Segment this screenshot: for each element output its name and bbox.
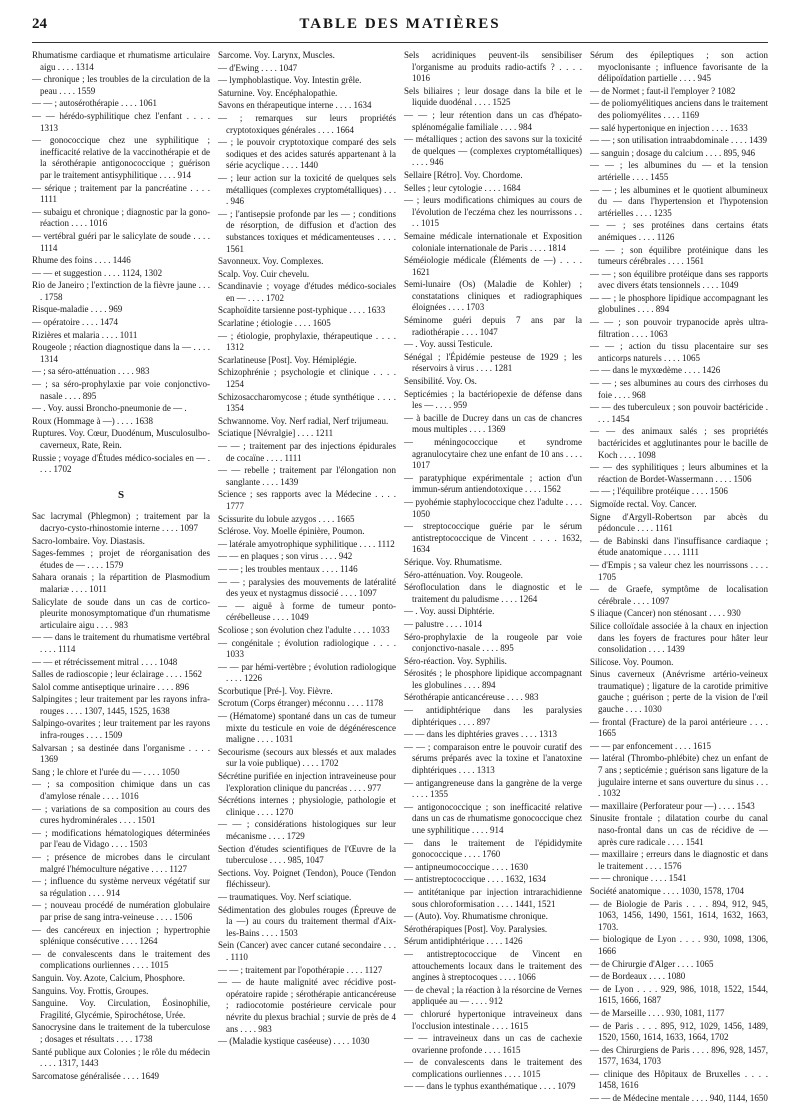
index-entry: Scoliose ; son évolution chez l'adulte . . . . 1033 (218, 624, 390, 635)
index-entry: — — ; considérations histologiques sur leur mécanisme . . . . 1729 (218, 819, 396, 841)
index-entry: Sels biliaires ; leur dosage dans la bile et le liquide duodénal . . . . 1525 (404, 85, 582, 108)
index-entry: Sérique. Voy. Rhumatisme. (404, 556, 502, 567)
header-rule (32, 42, 768, 43)
index-entry: Ruptures. Voy. Cœur, Duodénum, Musculosulbo-caverneux, Rate, Rein. (32, 428, 210, 450)
index-entry: — lymphoblastique. Voy. Intestin grêle. (218, 75, 362, 86)
index-entry: Schizophrénie ; psychologie et clinique . . . . 1254 (218, 367, 396, 390)
index-entry: Sédimentation des globules rouges (Épreuve de la —) au cours du traitement thermal d'Aix-les-Bains . . . . 1503 (218, 904, 396, 938)
index-entry: Section d'études scientifiques de l'Œuvre de la tuberculose . . . . 985, 1047 (218, 843, 396, 866)
index-column-1 (32, 50, 210, 1081)
index-entry: — sérique ; traitement par la pancréatine . . . . 1111 (32, 182, 210, 205)
index-entry: — de Graefe, symptôme de localisation cérébrale . . . . 1097 (590, 584, 768, 606)
index-entry: Sels acridiniques peuvent-ils sensibiliser l'organisme au produits radio-actifs ? . . . . 1016 (404, 50, 582, 84)
index-entry: — . Voy. aussi Diphtérie. (404, 606, 495, 617)
index-entry: Savonneux. Voy. Complexes. (218, 256, 324, 267)
index-entry: — sanguin ; dosage du calcium . . . . 895, 946 (590, 147, 755, 158)
index-entry: — — chronique . . . . 1541 (590, 873, 687, 884)
index-entry: — antipneumococcique . . . . 1630 (404, 861, 528, 872)
index-entry: — ; remarques sur leurs propriétés cryptotoxiques générales . . . . 1664 (218, 112, 396, 135)
index-entry: — frontal (Fracture) de la paroi antérieure . . . . 1665 (590, 716, 768, 739)
index-entry: — — par enfoncement . . . . 1615 (590, 740, 711, 751)
index-entry: — — ; les albumines du — et la tension artérielle . . . . 1455 (590, 160, 768, 182)
index-entry: Rougeole ; réaction diagnostique dans la — . . . . 1314 (32, 342, 210, 364)
index-entry: — paratyphique expérimentale ; action d'un immun-sérum antiendotoxique . . . . 1562 (404, 472, 582, 495)
index-entry: Sacro-lombaire. Voy. Diastasis. (32, 535, 145, 546)
index-entry: Séro-atténuation. Voy. Rougeole. (404, 569, 523, 580)
index-entry: — salé hypertonique en injection . . . . 1633 (590, 122, 748, 133)
index-entry: — — dans le myxœdème . . . . 1426 (590, 365, 721, 376)
index-entry: Sclérose. Voy. Moelle épinière, Poumon. (218, 526, 365, 537)
index-entry: — des Chirurgiens de Paris . . . . 896, 928, 1457, 1577, 1634, 1703 (590, 1044, 768, 1067)
index-entry: — — de haute malignité avec récidive post-opératoire rapide ; sérothérapie anticancéreuse ; radiocotomie postérieure cervicale pour névrite du plexus brachial ; survie de près de 4 ans . . . . 983 (218, 977, 396, 1034)
index-entry: — ; modifications hématologiques déterminées par l'eau de Vidago . . . . 1503 (32, 827, 210, 850)
index-entry: — d'Empis ; sa valeur chez les nourrissons . . . . 1705 (590, 559, 768, 582)
index-entry: Risque-maladie . . . . 969 (32, 304, 123, 315)
index-entry: Salol comme antiseptique urinaire . . . . 896 (32, 681, 189, 692)
index-entry: — méningococcique et syndrome agranulocytaire chez une enfant de 10 ans . . . . 1017 (404, 437, 582, 471)
index-entry: — — des animaux salés ; ses propriétés bactéricides et agglutinantes pour le bacille de Koch . . . . 1098 (590, 426, 768, 460)
index-entry: — . Voy. aussi Broncho-pneumonie de — . (32, 403, 187, 414)
index-entry: — des cancéreux en injection ; hypertrophie splénique consécutive . . . . 1264 (32, 924, 210, 947)
index-entry: — de Paris . . . . 895, 912, 1029, 1456, 1489, 1520, 1560, 1614, 1633, 1664, 1702 (590, 1020, 768, 1043)
index-entry: Scaphoïdite tarsienne post-typhique . . . . 1633 (218, 305, 386, 316)
index-entry: — chloruré hypertonique intraveineux dans l'occlusion intestinale . . . . 1615 (404, 1008, 582, 1031)
index-entry: Salvarsan ; sa destinée dans l'organisme . . . . 1369 (32, 742, 210, 765)
index-entry: — — ; ses albumines au cours des cirrhoses du foie . . . . 968 (590, 378, 768, 400)
index-entry: — — dans les diphtéries graves . . . . 1313 (404, 729, 557, 740)
index-entry: — antidiphtérique dans les paralysies diphtériques . . . . 897 (404, 705, 582, 727)
index-entry: S iliaque (Cancer) non sténosant . . . . 930 (590, 608, 741, 619)
index-entry: Sang ; le chlore et l'urée du — . . . . 1050 (32, 766, 180, 777)
index-entry: Septicémies ; la bactériopexie de défense dans les — . . . . 959 (404, 388, 582, 411)
index-entry: Santé publique aux Colonies ; le rôle du médecin . . . . 1317, 1443 (32, 1046, 210, 1069)
index-entry: Saturnine. Voy. Encéphalopathie. (218, 87, 338, 98)
index-entry: — gonococcique chez une syphilitique ; inefficacité relative de la vaccinothérapie et de la sérothérapie antigonococcique ; guérison par le traitement antisyphilitique . . . . 914 (32, 135, 210, 180)
index-entry: — pyohémie staphylococcique chez l'adulte . . . . 1050 (404, 496, 582, 519)
index-entry: — — dans le typhus exanthématique . . . . 1079 (404, 1081, 576, 1092)
index-entry: — de Biologie de Paris . . . . 894, 912, 945, 1063, 1456, 1490, 1561, 1614, 1632, 1663, 1703. (590, 898, 768, 932)
index-entry: Sanguin. Voy. Azote, Calcium, Phosphore. (32, 972, 185, 983)
index-entry: — métalliques ; action des savons sur la toxicité de quelques — (complexes cryptométalliques) . . . . 946 (404, 134, 582, 168)
index-entry: — chronique ; les troubles de la circulation de la peau . . . . 1559 (32, 74, 210, 96)
index-entry: Sein (Cancer) avec cancer cutané secondaire . . . . 1110 (218, 940, 396, 962)
page-header (32, 16, 768, 36)
section-letter-heading: S (117, 488, 125, 501)
index-entry: — — ; ses protéines dans certains états anémiques . . . . 1126 (590, 220, 768, 242)
index-entry: — de poliomyélitiques anciens dans le traitement des poliomyélites . . . . 1169 (590, 98, 768, 120)
index-entry: Secourisme (secours aux blessés et aux malades sur la voie publique) . . . . 1702 (218, 746, 396, 769)
index-entry: — — dans le traitement du rhumatisme vertébral . . . . 1114 (32, 632, 210, 654)
index-entry: — biologique de Lyon . . . . 930, 1098, 1306, 1666 (590, 934, 768, 956)
index-entry: Sérum des épileptiques ; son action myoclonisante ; influence favorisante de la délipoïdation partielle . . . . 945 (590, 50, 768, 84)
index-entry: — dans le traitement de l'épididymite gonococcique . . . . 1760 (404, 837, 582, 860)
index-entry: — ; leurs modifications chimiques au cours de l'évolution de l'eczéma chez les nourrissons . . . . 1015 (404, 195, 582, 229)
index-entry: Sarcome. Voy. Larynx, Muscles. (218, 50, 335, 60)
index-entry: Salpingo-ovarites ; leur traitement par les rayons infra-rouges . . . . 1509 (32, 718, 210, 741)
index-entry: — — aiguë à forme de tumeur ponto-cérébelleuse . . . . 1049 (218, 600, 396, 623)
index-entry: Schwannome. Voy. Nerf radial, Nerf trijumeau. (218, 415, 389, 426)
index-entry: Sérosités ; le phosphore lipidique accompagnant les globulines . . . . 894 (404, 668, 582, 690)
index-entry: Rhumatisme cardiaque et rhumatisme articulaire aigu . . . . 1314 (32, 50, 210, 72)
index-column-4 (590, 50, 768, 1104)
index-entry: Sellaire [Rétro]. Voy. Chordome. (404, 169, 523, 180)
index-entry: — subaigu et chronique ; diagnostic par la gono-réaction . . . . 1016 (32, 206, 210, 229)
index-entry: — — des syphilitiques ; leurs albumines et la réaction de Bordet-Wassermann . . . . 1506 (590, 462, 768, 484)
index-entry: — clinique des Hôpitaux de Bruxelles . . . . 1458, 1616 (590, 1068, 768, 1091)
index-entry: Selles ; leur cytologie . . . . 1684 (404, 182, 521, 193)
index-entry: — — de Médecine mentale . . . . 940, 1144, 1650 (590, 1093, 768, 1104)
index-entry: — de Lyon . . . . 929, 986, 1018, 1522, 1544, 1615, 1666, 1687 (590, 983, 768, 1006)
index-entry: Séméiologie médicale (Éléments de —) . . . . 1621 (404, 255, 582, 277)
index-entry: Rio de Janeiro ; l'extinction de la fièvre jaune . . . . 1758 (32, 280, 210, 302)
index-entry: — antistreptococcique . . . . 1632, 1634 (404, 874, 546, 885)
running-title: TABLE DES MATIÈRES (299, 16, 501, 32)
index-entry: Sécrétine purifiée en injection intraveineuse pour l'exploration clinique du pancréas . . . . 977 (218, 771, 396, 793)
index-entry: Sahara oranais ; la répartition de Plasmodium malariæ . . . . 1011 (32, 572, 210, 594)
index-entry: — à bacille de Ducrey dans un cas de chancres mous multiples . . . . 1369 (404, 412, 582, 435)
index-entry: Sarcomatose généralisée . . . . 1649 (32, 1070, 159, 1081)
index-entry: Semaine médicale internationale et Exposition coloniale internationale de Paris . . . . 1814 (404, 230, 582, 253)
index-entry: — latérale amyotrophique syphilitique . . . . 1112 (218, 538, 395, 549)
index-entry: — — ; action du tissu placentaire sur ses anticorps naturels . . . . 1065 (590, 341, 768, 363)
index-entry: — — par hémi-vertèbre ; évolution radiologique . . . . 1226 (218, 661, 396, 684)
index-entry: Science ; ses rapports avec la Médecine . . . . 1777 (218, 489, 396, 511)
index-entry: Silice colloïdale associée à la chaux en injection dans les foyers de fractures pour hâter leur consolidation . . . . 1439 (590, 620, 768, 655)
index-entry: — de Normet ; faut-il l'employer ? 1082 (590, 85, 736, 96)
index-entry: — — ; son pouvoir trypanocide après ultra-filtration . . . . 1063 (590, 317, 768, 339)
index-entry: — — ; leur rétention dans un cas d'hépato-splénomégalie familiale . . . . 984 (404, 109, 582, 132)
index-entry: Sciatique [Névralgie] . . . . 1211 (218, 428, 334, 439)
index-entry: Sinusite frontale ; dilatation courbe du canal naso-frontal dans un cas de récidive de — après cure radicale . . . . 1541 (590, 813, 768, 847)
index-column-2 (218, 50, 396, 1074)
index-entry: Scandinavie ; voyage d'études médico-sociales en — . . . . 1702 (218, 281, 396, 303)
index-entry: — latéral (Thrombo-phlébite) chez un enfant de 7 ans ; septicémie ; guérison sans ligature de la jugulaire interne et sans ouverture du sinus . . . . 1032 (590, 753, 768, 799)
index-entry: Scalp. Voy. Cuir chevelu. (218, 268, 310, 279)
index-entry: — de Bordeaux . . . . 1080 (590, 971, 686, 982)
index-entry: Sac lacrymal (Phlegmon) ; traitement par la dacryo-cysto-rhinostomie interne . . . . 1097 (32, 511, 210, 533)
index-entry: Sérum antidiphtérique . . . . 1426 (404, 936, 523, 947)
index-entry: — — et rétrécissement mitral . . . . 1048 (32, 656, 178, 667)
index-entry: — — ; les troubles mentaux . . . . 1146 (218, 563, 358, 574)
index-entry: Séro-prophylaxie de la rougeole par voie conjonctivo-nasale . . . . 895 (404, 631, 582, 654)
index-entry: — de Marseille . . . . 930, 1081, 1177 (590, 1007, 725, 1018)
index-entry: — de Chirurgie d'Alger . . . . 1065 (590, 958, 714, 969)
page-number: 24 (32, 16, 47, 32)
index-entry: Sinus caverneux (Anévrisme artério-veineux traumatique) ; ligature de la carotide primitive gauche ; guérison ; perte de la vision de l'œil gauche . . . . 1030 (590, 669, 768, 715)
index-entry: Sections. Voy. Poignet (Tendon), Pouce (Tendon fléchisseur). (218, 867, 396, 890)
index-entry: — de convalescents dans le traitement des complications ourliennes . . . . 1015 (32, 948, 210, 971)
index-entry: Salles de radioscopie ; leur éclairage . . . . 1562 (32, 669, 202, 680)
index-entry: Savons en thérapeutique interne . . . . 1634 (218, 100, 372, 111)
index-entry: — — hérédo-syphilitique chez l'enfant . . . . 1313 (32, 110, 210, 133)
index-entry: — ; sa séro-atténuation . . . . 983 (32, 366, 150, 377)
index-entry: Semi-lunaire (Os) (Maladie de Kohler) ; constatations cliniques et radiographiques éloignées . . . . 1703 (404, 279, 582, 313)
index-entry: — de cheval ; la réaction à la résorcine de Vernes appliquée au — . . . . 912 (404, 984, 582, 1007)
index-entry: — — ; paralysies des mouvements de latéralité des yeux et nystagmus dissocié . . . . 1097 (218, 576, 396, 599)
index-entry: — ; l'antisepsie profonde par les — ; conditions de résorption, de diffusion et d'action des substances toxiques et médicamenteuses . . . . 1561 (218, 208, 396, 254)
index-entry: — — ; traitement par des injections épidurales de cocaïne . . . . 1111 (218, 441, 396, 463)
index-entry: Séminome guéri depuis 7 ans par la radiothérapie . . . . 1047 (404, 315, 582, 337)
index-entry: — palustre . . . . 1014 (404, 618, 482, 629)
index-entry: — — intraveineux dans un cas de cachexie ovarienne profonde . . . . 1615 (404, 1033, 582, 1055)
index-entry: — (Auto). Voy. Rhumatisme chronique. (404, 911, 548, 922)
index-entry: — ; leur action sur la toxicité de quelques sels métalliques (complexes cryptométalliques) . . . . 946 (218, 172, 396, 207)
index-entry: Scorbutique [Pré-]. Voy. Fièvre. (218, 685, 333, 696)
index-entry: — . Voy. aussi Testicule. (404, 339, 493, 350)
index-entry: — traumatiques. Voy. Nerf sciatique. (218, 891, 352, 902)
index-entry: — ; le pouvoir cryptotoxique comparé des sels sodiques et des acides saturés appartenant à la série acyclique . . . . 1440 (218, 137, 396, 171)
index-entry: — ; influence du système nerveux végétatif sur sa régulation . . . . 914 (32, 876, 210, 898)
index-entry: Schizosaccharomycose ; étude synthétique . . . . 1354 (218, 391, 396, 414)
index-entry: Rizières et malaria . . . . 1011 (32, 329, 138, 340)
index-entry: — — rebelle ; traitement par l'élongation non sanglante . . . . 1439 (218, 465, 396, 487)
index-entry: — — ; comparaison entre le pouvoir curatif des sérums préparés avec la toxine et l'anatoxine diphtériques . . . . 1313 (404, 741, 582, 776)
index-entry: — — ; traitement par l'opothérapie . . . . 1127 (218, 964, 383, 975)
index-entry: — d'Ewing . . . . 1047 (218, 62, 298, 73)
index-entry: — de Babinski dans l'insuffisance cardiaque ; étude anatomique . . . . 1111 (590, 535, 768, 558)
index-entry: — antigonococcique ; son inefficacité relative dans un cas de rhumatisme gonococcique chez une syphilitique . . . . 914 (404, 801, 582, 835)
index-entry: Société anatomique . . . . 1030, 1578, 1704 (590, 885, 744, 896)
index-entry: — ; sa composition chimique dans un cas d'amylose rénale . . . . 1016 (32, 779, 210, 802)
index-entry: — maxillaire (Perforateur pour —) . . . . 1543 (590, 800, 755, 811)
index-entry: — — ; les albumines et le quotient albumineux du — dans l'hypertension et l'hypotension artérielles . . . . 1235 (590, 184, 768, 218)
index-entry: Sigmoïde rectal. Voy. Cancer. (590, 498, 697, 509)
index-entry: — — et suggestion . . . . 1124, 1302 (32, 267, 163, 278)
index-entry: Silicose. Voy. Poumon. (590, 656, 674, 667)
index-entry: Scarlatine ; étiologie . . . . 1605 (218, 318, 331, 329)
index-entry: Sanguins. Voy. Frottis, Groupes. (32, 985, 149, 996)
index-entry: Sénégal ; l'Épidémie pesteuse de 1929 ; les réservoirs à virus . . . . 1281 (404, 351, 582, 374)
index-entry: — congénitale ; évolution radiologique . . . . 1033 (218, 637, 396, 660)
index-entry: Sanguine. Voy. Circulation, Éosinophilie, Fragilité, Glycémie, Spirochétose, Urée. (32, 998, 210, 1020)
index-entry: Sages-femmes ; projet de réorganisation des études de — . . . . 1579 (32, 548, 210, 570)
index-entry: Sanocrysine dans le traitement de la tuberculose ; dosages et résultats . . . . 1738 (32, 1022, 210, 1044)
index-columns (32, 50, 768, 1104)
index-entry: — ; présence de microbes dans le circulant malgré l'hémoculture négative . . . . 1127 (32, 852, 210, 874)
index-entry: — — ; le phosphore lipidique accompagnant les globulines . . . . 894 (590, 292, 768, 315)
index-entry: Sensibilité. Voy. Os. (404, 376, 477, 387)
index-entry: — ; étiologie, prophylaxie, thérapeutique . . . . 1312 (218, 330, 396, 353)
index-column-3 (404, 50, 582, 1092)
index-entry: Sérofloculation dans le diagnostic et le traitement du paludisme . . . . 1264 (404, 582, 582, 604)
index-entry: — — ; autosérothérapie . . . . 1061 (32, 98, 157, 109)
index-entry: — ; variations de sa composition au cours des cures hydrominérales . . . . 1501 (32, 803, 210, 826)
index-entry: — (Hématome) spontané dans un cas de tumeur mixte du testicule en voie de dégénérescence maligne . . . . 1031 (218, 711, 396, 745)
index-entry: — opératoire . . . . 1474 (32, 317, 118, 328)
index-entry: — ; sa séro-prophylaxie par voie conjonctivo-nasale . . . . 895 (32, 379, 210, 401)
index-entry: — — ; son équilibre protéique dans ses rapports avec divers états tensionnels . . . . 1049 (590, 268, 768, 291)
index-entry: — antigangreneuse dans la gangrène de la verge . . . . 1355 (404, 777, 582, 800)
index-entry: Sérothérapie anticancéreuse . . . . 983 (404, 692, 539, 703)
index-entry: — — en plaques ; son virus . . . . 942 (218, 551, 353, 562)
index-entry: Salpingites ; leur traitement par les rayons infra-rouges . . . . 1307, 1445, 1525, 1638 (32, 694, 210, 716)
index-entry: Roux (Hommage à —) . . . . 1638 (32, 415, 153, 426)
index-entry: — (Maladie kystique caséeuse) . . . . 1030 (218, 1036, 370, 1047)
index-entry: Scissurite du lobule azygos . . . . 1665 (218, 513, 355, 524)
index-entry: — antistreptococcique de Vincent en attouchements locaux dans le traitement des angines à streptocoques . . . . 1066 (404, 948, 582, 983)
index-entry: — — des tuberculeux ; son pouvoir bactéricide . . . . 1454 (590, 402, 768, 424)
index-entry: — ; nouveau procédé de numération globulaire par prise de sang intra-veineuse . . . . 1506 (32, 900, 210, 922)
index-entry: — — ; son équilibre protéinique dans les tumeurs cérébrales . . . . 1561 (590, 244, 768, 267)
index-entry: Sécrétions internes ; physiologie, pathologie et clinique . . . . 1270 (218, 795, 396, 817)
index-entry: — antitétanique par injection intrarachidienne sous chloroformisation . . . . 1441, 1521 (404, 886, 582, 909)
index-entry: — — ; l'équilibre protéique . . . . 1506 (590, 486, 728, 497)
index-entry: — — ; son utilisation intraabdominale . . . . 1439 (590, 135, 767, 146)
index-entry: Scrotum (Corps étranger) méconnu . . . . 1178 (218, 698, 384, 709)
index-entry: Séro-réaction. Voy. Syphilis. (404, 655, 507, 666)
index-entry: Rhume des foins . . . . 1446 (32, 255, 131, 266)
index-entry: Signe d'Argyll-Robertson par abcès du pédoncule . . . . 1161 (590, 511, 768, 534)
index-entry: Sérothérapiques [Post]. Voy. Paralysies. (404, 923, 548, 934)
index-entry: — vertébral guéri par le salicylate de soude . . . . 1114 (32, 230, 210, 253)
index-entry: — de convalescents dans le traitement des complications ourliennes . . . . 1015 (404, 1057, 582, 1079)
index-entry: Russie ; voyage d'Études médico-sociales en — . . . . 1702 (32, 452, 210, 475)
index-entry: — maxillaire ; erreurs dans le diagnostic et dans le traitement . . . . 1576 (590, 849, 768, 871)
index-entry: Scarlatineuse [Post]. Voy. Hémiplégie. (218, 354, 357, 365)
index-entry: Salicylate de soude dans un cas de cortico-pleurite monosymptomatique d'un rhumatisme articulaire aigu . . . . 983 (32, 596, 210, 630)
index-entry: — streptococcique guérie par le sérum antistreptococcique de Vincent . . . . 1632, 1634 (404, 521, 582, 555)
